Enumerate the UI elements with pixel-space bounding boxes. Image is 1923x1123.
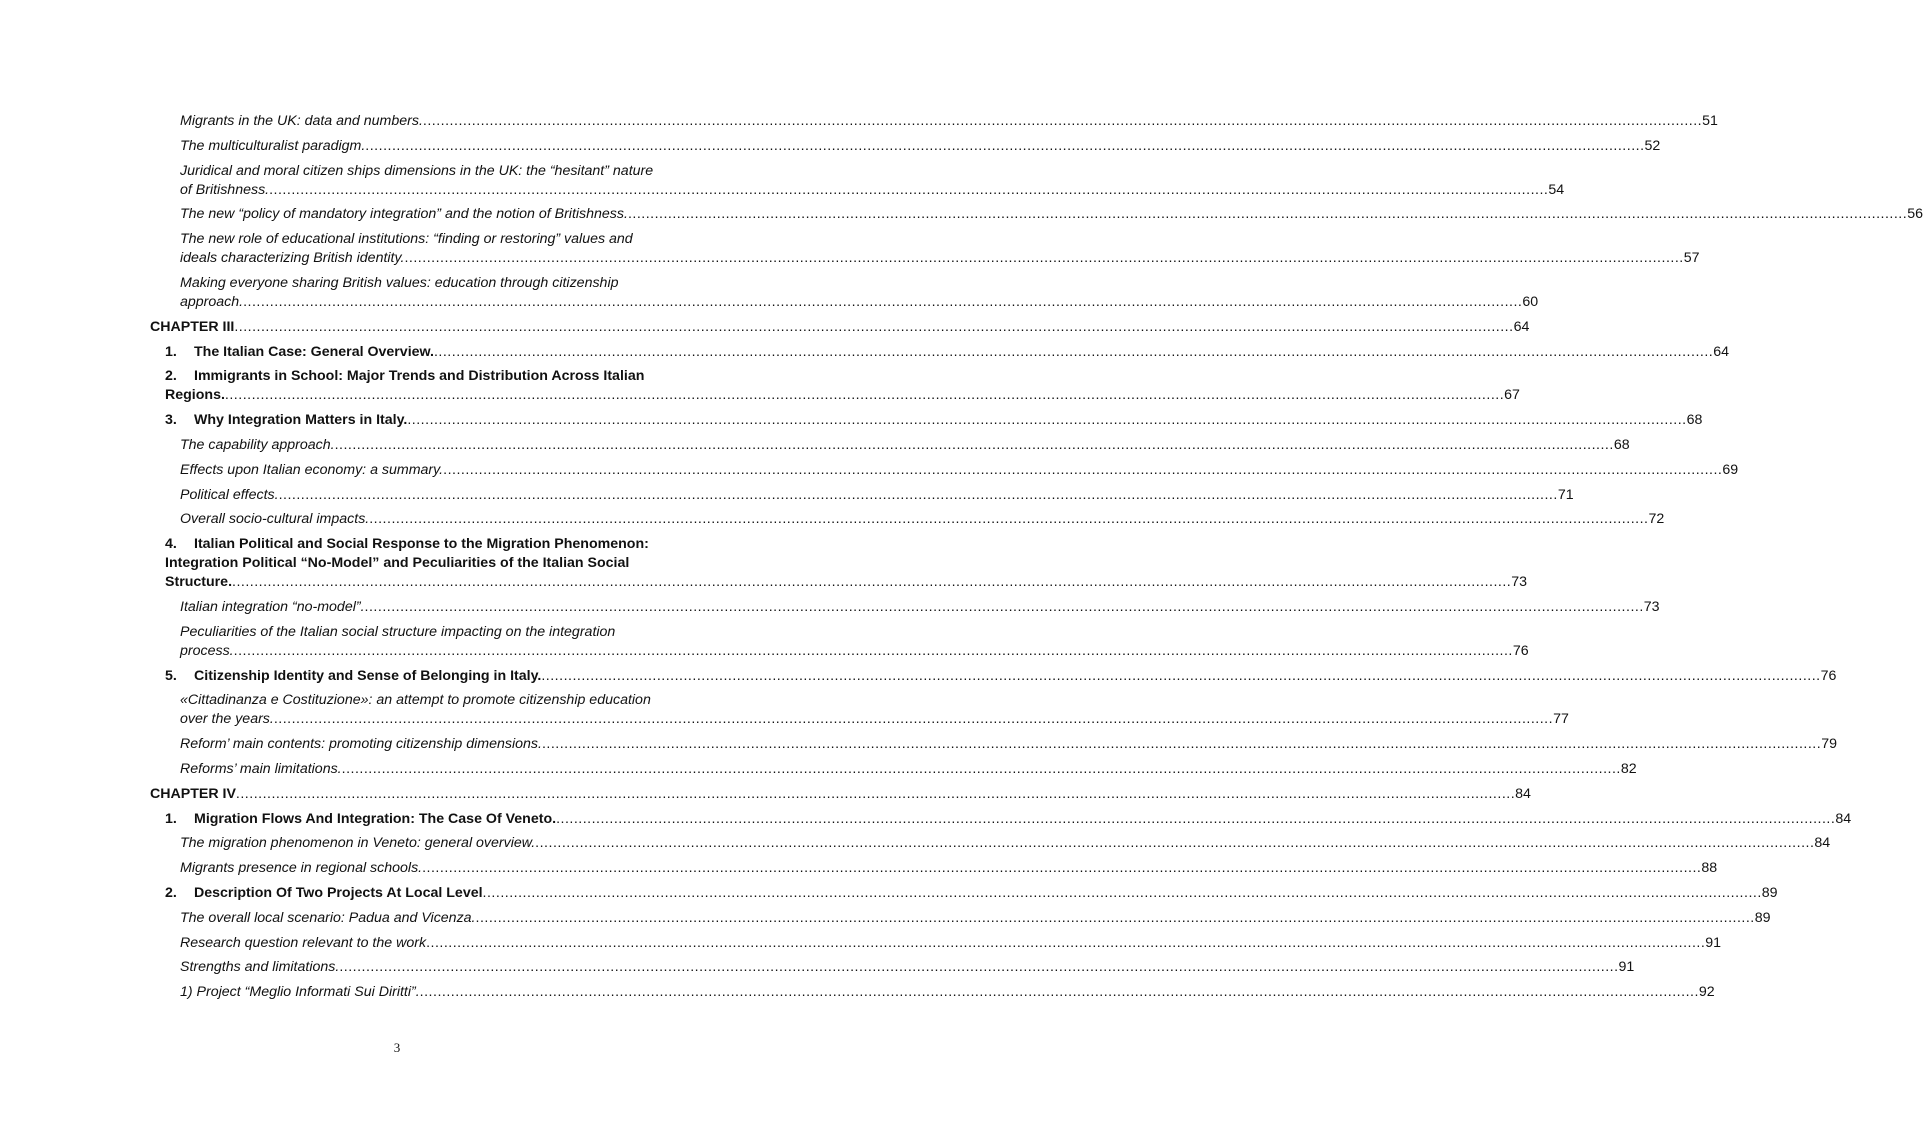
toc-dot-leader xyxy=(269,181,1548,200)
toc-entry-title xyxy=(180,958,339,977)
toc-entry[interactable] xyxy=(180,510,1665,529)
toc-dot-leader xyxy=(443,461,1722,480)
toc-entry[interactable] xyxy=(165,810,1852,829)
toc-entry[interactable] xyxy=(180,461,1739,480)
toc-dot-leader xyxy=(225,386,1504,405)
toc-page-number: 67 xyxy=(1504,387,1520,404)
toc-entry-title xyxy=(180,859,422,878)
toc-dot-leader xyxy=(279,486,1558,505)
toc-entry-title-text: Migration Flows And Integration: The Case Of Veneto. xyxy=(194,810,557,827)
toc-entry-number: 1. xyxy=(165,810,177,827)
toc-entry-leader-line xyxy=(180,486,1574,505)
toc-entry-title xyxy=(180,181,269,200)
toc-entry[interactable] xyxy=(180,598,1660,617)
toc-entry-leader-line xyxy=(165,411,1703,430)
toc-entry-title-text: The multiculturalist paradigm. xyxy=(180,137,366,154)
toc-dot-leader xyxy=(420,983,1699,1002)
toc-entry[interactable] xyxy=(150,785,1531,804)
toc-entry-leader-line xyxy=(180,461,1739,480)
toc-entry-title-line xyxy=(180,162,681,181)
toc-entry-number: 2. xyxy=(165,368,177,385)
toc-entry[interactable] xyxy=(180,909,1771,928)
toc-dot-leader xyxy=(423,112,1702,131)
toc-entry-title xyxy=(180,293,243,312)
toc-entry-title-text: Strengths and limitations. xyxy=(180,959,340,976)
toc-entry[interactable] xyxy=(150,318,1530,337)
toc-entry[interactable] xyxy=(180,859,1718,878)
toc-entry-leader-line xyxy=(180,760,1637,779)
toc-page-number: 52 xyxy=(1644,137,1661,154)
toc-dot-leader xyxy=(556,810,1835,829)
toc-entry-title xyxy=(180,710,274,729)
toc-entry-title-line xyxy=(165,535,681,554)
toc-page-number: 84 xyxy=(1814,835,1831,852)
toc-entry[interactable] xyxy=(180,436,1630,455)
toc-entry-leader-line xyxy=(165,810,1852,829)
toc-page-number: 51 xyxy=(1702,113,1718,129)
toc-entry-title-text: Italian integration “no-model”. xyxy=(180,598,365,615)
toc-dot-leader xyxy=(234,318,1513,337)
toc-entry-leader-line xyxy=(180,436,1630,455)
toc-page-number: 91 xyxy=(1705,934,1722,951)
toc-page-number: 56 xyxy=(1907,206,1923,223)
toc-page-number: 68 xyxy=(1686,412,1703,429)
toc-entry-title xyxy=(165,343,434,362)
toc-entry-title xyxy=(150,785,236,804)
toc-entry-title xyxy=(180,205,628,224)
toc-entry-leader-line xyxy=(180,598,1660,617)
toc-entry-leader-line xyxy=(180,909,1771,928)
toc-entry-number: 1. xyxy=(165,343,177,360)
toc-entry-title-line xyxy=(165,554,681,573)
toc-entry[interactable] xyxy=(180,760,1637,779)
toc-entry-title xyxy=(165,884,483,903)
toc-entry-title xyxy=(180,735,542,754)
toc-page-number: 79 xyxy=(1821,736,1837,753)
toc-entry-title-text: over the years. xyxy=(180,711,274,728)
toc-dot-leader xyxy=(234,642,1513,661)
toc-entry-title xyxy=(180,934,426,953)
toc-entry-leader-line xyxy=(180,934,1722,953)
toc-entry-title xyxy=(180,760,342,779)
toc-dot-leader xyxy=(542,735,1821,754)
toc-entry-title xyxy=(180,249,404,268)
toc-entry-title-text: Reform’ main contents: promoting citizenship dimensions. xyxy=(180,736,542,753)
toc-page-number: 73 xyxy=(1643,598,1660,615)
toc-entry-title-line xyxy=(180,274,681,293)
toc-entry-leader-line xyxy=(165,573,1528,592)
toc-entry-title-line xyxy=(165,367,681,386)
toc-entry-number: 2. xyxy=(165,884,177,901)
toc-dot-leader xyxy=(365,137,1644,156)
toc-dot-leader xyxy=(342,760,1621,779)
toc-dot-leader xyxy=(232,573,1511,592)
toc-entry-title xyxy=(180,461,443,480)
toc-entry-leader-line xyxy=(150,785,1531,804)
toc-entry-leader-line xyxy=(150,318,1530,337)
toc-dot-leader xyxy=(407,411,1686,430)
toc-entry[interactable] xyxy=(180,486,1574,505)
toc-dot-leader xyxy=(426,934,1705,953)
toc-entry-title: The new role of educational institutions: “finding or restoring” values and xyxy=(180,231,633,248)
toc-page-number: 57 xyxy=(1683,250,1700,267)
toc-page-number: 89 xyxy=(1754,909,1771,926)
toc-entry-leader-line xyxy=(180,137,1661,156)
toc-entry-title xyxy=(165,573,232,592)
toc-page-number: 82 xyxy=(1620,760,1637,777)
toc-entry[interactable] xyxy=(180,958,1635,977)
toc-page-number: 54 xyxy=(1548,181,1565,198)
toc-page-number: 76 xyxy=(1820,667,1837,684)
toc-entry-leader-line xyxy=(165,386,1520,405)
toc-dot-leader xyxy=(243,293,1522,312)
toc-entry-title-text: Reforms’ main limitations. xyxy=(180,760,342,777)
toc-entry[interactable] xyxy=(165,411,1703,430)
toc-entry[interactable] xyxy=(180,623,1529,661)
toc-entry-title: Italian Political and Social Response to the Migration Phenomenon: xyxy=(194,536,649,553)
toc-entry-title-text: Structure. xyxy=(165,574,233,591)
toc-entry-title-text: The Italian Case: General Overview. xyxy=(194,343,434,360)
toc-entry-title xyxy=(180,510,369,529)
toc-entry-title-text: Why Integration Matters in Italy. xyxy=(194,412,408,429)
toc-entry-title-text: Regions. xyxy=(165,387,225,404)
toc-entry-title-text: Overall socio-cultural impacts. xyxy=(180,511,370,528)
toc-entry-title xyxy=(165,411,407,430)
toc-page-number: 77 xyxy=(1553,711,1569,728)
toc-entry-leader-line xyxy=(180,293,1539,312)
toc-entry-leader-line xyxy=(180,510,1665,529)
toc-page-number: 73 xyxy=(1511,574,1528,591)
toc-dot-leader xyxy=(434,343,1713,362)
toc-entry-title xyxy=(150,318,234,337)
toc-entry[interactable] xyxy=(180,934,1722,953)
toc-entry-title xyxy=(165,667,541,686)
toc-entry-title xyxy=(180,983,420,1002)
toc-page-number: 89 xyxy=(1761,884,1778,901)
toc-entry[interactable] xyxy=(165,343,1729,362)
toc-entry[interactable] xyxy=(165,367,1520,405)
toc-entry-title xyxy=(180,436,335,455)
toc-entry[interactable] xyxy=(180,112,1718,131)
toc-dot-leader xyxy=(404,249,1683,268)
toc-entry-leader-line xyxy=(165,343,1729,362)
toc-entry-leader-line xyxy=(165,884,1778,903)
toc-entry-title xyxy=(180,642,234,661)
toc-entry[interactable] xyxy=(165,884,1778,903)
toc-dot-leader xyxy=(476,909,1755,928)
toc-dot-leader xyxy=(236,785,1515,804)
toc-entry-leader-line xyxy=(165,667,1837,686)
toc-entry-title-text: process. xyxy=(180,642,234,659)
toc-page-number: 60 xyxy=(1522,293,1539,310)
toc-entry[interactable] xyxy=(180,691,1569,729)
toc-dot-leader xyxy=(541,667,1820,686)
toc-entry-title: Integration Political “No-Model” and Peculiarities of the Italian Social xyxy=(165,555,630,572)
toc-page-number: 64 xyxy=(1713,343,1729,360)
toc-entry-number: 5. xyxy=(165,667,177,684)
toc-dot-leader xyxy=(274,710,1553,729)
toc-entry-title-line xyxy=(180,230,681,249)
toc-entry-title-text: The capability approach. xyxy=(180,436,335,453)
toc-entry-title-text: CHAPTER III xyxy=(150,318,235,335)
toc-page-number: 69 xyxy=(1722,461,1739,478)
toc-entry-leader-line xyxy=(180,181,1565,200)
toc-entry-title xyxy=(180,486,279,505)
toc-entry-title-line xyxy=(180,623,681,642)
toc-entry[interactable] xyxy=(180,834,1831,853)
toc-entry-title-text: approach. xyxy=(180,293,244,310)
toc-page-number: 72 xyxy=(1648,511,1665,528)
table-of-contents xyxy=(150,112,1923,1008)
toc-entry-title: «Cittadinanza e Costituzione»: an attempt to promote citizenship education xyxy=(180,692,651,709)
toc-entry-title-text: Political effects. xyxy=(180,486,279,503)
toc-entry-title xyxy=(165,810,556,829)
toc-entry[interactable] xyxy=(180,162,1565,200)
toc-entry[interactable] xyxy=(180,230,1700,268)
toc-entry-number: 4. xyxy=(165,536,177,553)
toc-entry-title-text: Effects upon Italian economy: a summary. xyxy=(180,461,444,478)
toc-entry-title-text: The new “policy of mandatory integration” and the notion of Britishness. xyxy=(180,206,628,223)
toc-page-number: 76 xyxy=(1512,642,1529,659)
toc-entry-title xyxy=(165,386,225,405)
toc-dot-leader xyxy=(365,598,1644,617)
toc-entry-leader-line xyxy=(180,205,1923,224)
toc-entry-title-text: Citizenship Identity and Sense of Belonging in Italy. xyxy=(194,667,542,684)
page-number: 3 xyxy=(393,1040,401,1055)
toc-entry-title xyxy=(180,137,365,156)
toc-entry-title-text: 1) Project “Meglio Informati Sui Diritti”. xyxy=(180,984,420,1001)
toc-entry[interactable] xyxy=(180,274,1539,312)
toc-dot-leader xyxy=(369,510,1648,529)
toc-dot-leader xyxy=(339,958,1618,977)
toc-dot-leader xyxy=(422,859,1701,878)
toc-entry-title-text: of Britishness. xyxy=(180,181,270,198)
toc-entry[interactable] xyxy=(180,735,1837,754)
toc-entry-leader-line xyxy=(180,642,1529,661)
toc-entry[interactable] xyxy=(165,667,1837,686)
toc-dot-leader xyxy=(535,834,1814,853)
toc-page-number: 84 xyxy=(1515,785,1531,802)
toc-entry-title-text: Research question relevant to the work xyxy=(180,934,427,951)
toc-entry-leader-line xyxy=(180,735,1837,754)
toc-page-number: 92 xyxy=(1698,984,1715,1001)
toc-entry[interactable] xyxy=(180,205,1923,224)
toc-entry-title xyxy=(180,909,476,928)
toc-entry[interactable] xyxy=(165,535,1528,592)
toc-entry-title-text: The overall local scenario: Padua and Vicenza. xyxy=(180,909,476,926)
toc-entry-leader-line xyxy=(180,249,1700,268)
toc-page-number: 64 xyxy=(1513,318,1530,335)
toc-entry-title xyxy=(180,598,365,617)
toc-entry-leader-line xyxy=(180,958,1635,977)
toc-page-number: 84 xyxy=(1835,810,1852,827)
toc-entry-title-text: Description Of Two Projects At Local Level xyxy=(194,884,483,901)
toc-entry-leader-line xyxy=(180,834,1831,853)
toc-entry-leader-line xyxy=(180,710,1569,729)
toc-entry-title: Making everyone sharing British values: education through citizenship xyxy=(180,274,619,291)
toc-entry-number: 3. xyxy=(165,412,177,429)
toc-entry-title xyxy=(180,112,423,131)
toc-entry[interactable] xyxy=(180,137,1661,156)
toc-entry-title: Immigrants in School: Major Trends and Distribution Across Italian xyxy=(194,368,645,385)
toc-entry-title xyxy=(180,834,535,853)
toc-entry-title-line xyxy=(180,691,681,710)
toc-entry-title-text: Migrants in the UK: data and numbers. xyxy=(180,113,423,129)
toc-page-number: 68 xyxy=(1613,436,1630,453)
toc-entry-title-text: Migrants presence in regional schools. xyxy=(180,860,423,877)
toc-page-number: 88 xyxy=(1701,860,1718,877)
toc-page-number: 71 xyxy=(1557,486,1574,503)
toc-entry-title-text: CHAPTER IV xyxy=(150,785,236,802)
toc-entry[interactable] xyxy=(180,983,1715,1002)
toc-dot-leader xyxy=(483,884,1762,903)
toc-entry-leader-line xyxy=(180,859,1718,878)
toc-entry-title-text: The migration phenomenon in Veneto: general overview. xyxy=(180,835,536,852)
toc-page-number: 91 xyxy=(1618,959,1635,976)
toc-dot-leader xyxy=(628,205,1907,224)
toc-entry-title-text: ideals characterizing British identity. xyxy=(180,250,405,267)
toc-entry-leader-line xyxy=(180,983,1715,1002)
toc-entry-leader-line xyxy=(180,112,1718,131)
toc-entry-title: Juridical and moral citizen ships dimensions in the UK: the “hesitant” nature xyxy=(180,162,654,179)
toc-dot-leader xyxy=(335,436,1614,455)
toc-entry-title: Peculiarities of the Italian social structure impacting on the integration xyxy=(180,623,616,640)
